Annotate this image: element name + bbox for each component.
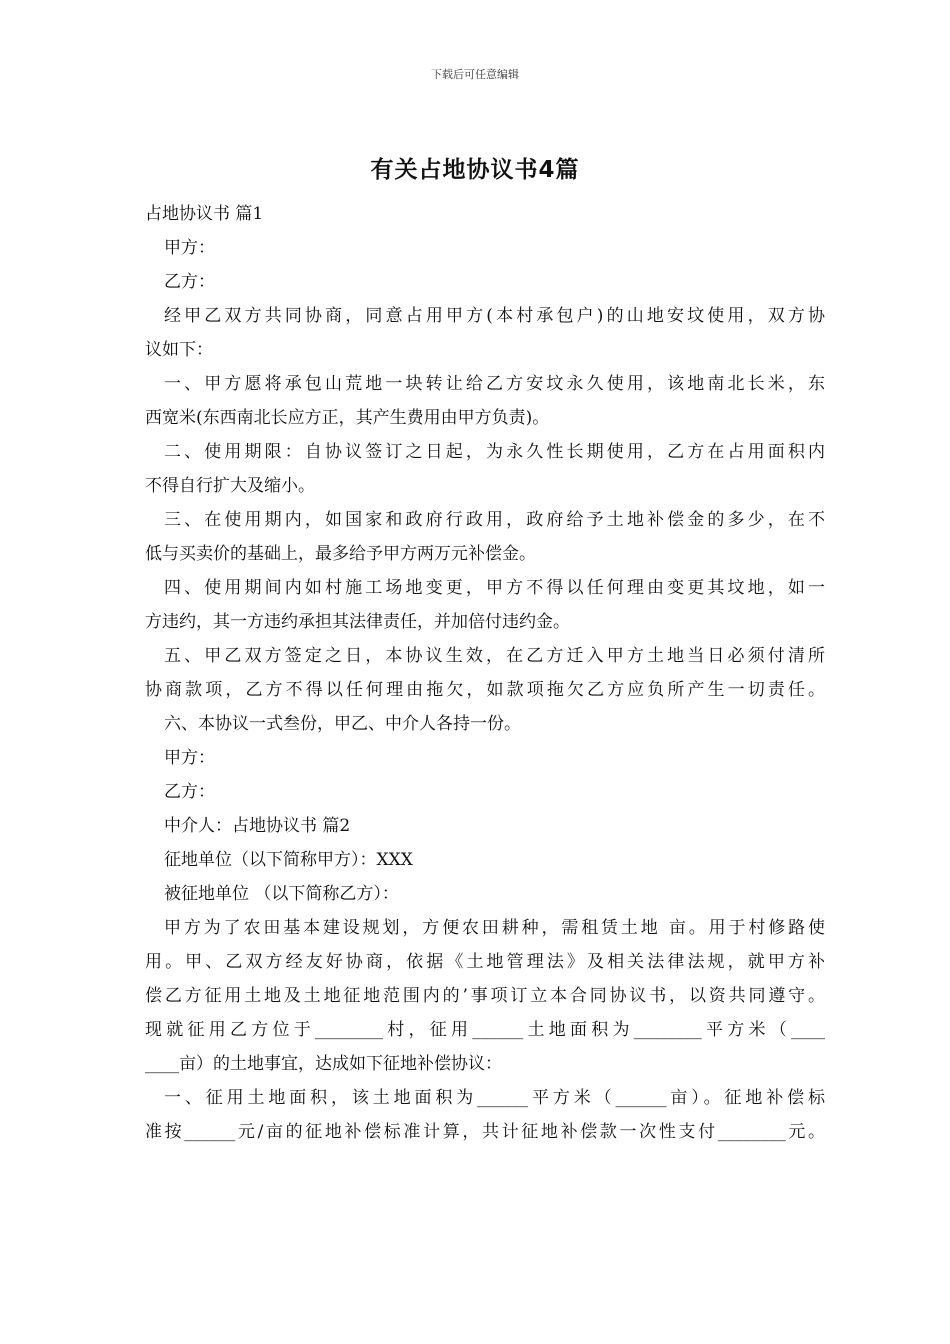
party-b-label: 乙方： [164,272,215,292]
clause-2-line: 不得自行扩大及缩小。 [145,476,315,496]
section-heading-1: 占地协议书 篇1 [145,204,264,224]
paragraph-line: 偿乙方征用土地及土地征地范围内的’事项订立本合同协议书，以资共同遵守。 [145,986,825,1006]
intermediary-and-section-heading-2: 中介人：占地协议书 篇2 [164,816,351,836]
clause-6-line: 六、本协议一式叁份，甲乙、中介人各持一份。 [164,714,521,734]
clause-2-line: 二、使用期限：自协议签订之日起，为永久性长期使用，乙方在占用面积内 [164,442,825,462]
clause-line: 一、征用土地面积，该土地面积为______平方米（______亩）。征地补偿标 [164,1088,825,1108]
clause-3-line: 低与买卖价的基础上，最多给予甲方两万元补偿金。 [145,544,536,564]
clause-5-line: 协商款项，乙方不得以任何理由拖欠，如款项拖欠乙方应负所产生一切责任。 [145,680,825,700]
header-note: 下载后可任意编辑 [431,68,519,81]
clause-line: 准按______元/亩的征地补偿标准计算，共计征地补偿款一次性支付________元。 [145,1122,825,1142]
clause-4-line: 四、使用期间内如村施工场地变更，甲方不得以任何理由变更其坟地，如一 [164,578,825,598]
party-a-signature-label: 甲方： [164,748,215,768]
clause-4-line: 方违约，其一方违约承担其法律责任，并加倍付违约金。 [145,612,570,632]
clause-1-line: 一、甲方愿将承包山荒地一块转让给乙方安坟永久使用，该地南北长米，东 [164,374,825,394]
clause-3-line: 三、在使用期内，如国家和政府行政用，政府给予土地补偿金的多少，在不 [164,510,825,530]
paragraph-line: 用。甲、乙双方经友好协商，依据《土地管理法》及相关法律法规，就甲方补 [145,952,825,972]
party-a-label: 甲方： [164,238,215,258]
requisitioned-unit-line: 被征地单位 （以下简称乙方）： [164,884,399,904]
clause-1-line: 西宽米(东西南北长应方正，其产生费用由甲方负责)。 [145,408,550,428]
paragraph-line: 甲方为了农田基本建设规划，方便农田耕种，需租赁土地 亩。用于村修路使 [164,918,825,938]
clause-5-line: 五、甲乙双方签定之日，本协议生效，在乙方迁入甲方土地当日必须付清所 [164,646,825,666]
document-title: 有关占地协议书4篇 [370,157,580,183]
requisitioning-unit-line: 征地单位（以下简称甲方）：XXX [164,850,413,870]
paragraph-line: 议如下： [145,340,213,360]
paragraph-line: 现就征用乙方位于________村，征用______土地面积为________平方米（____ [145,1020,825,1040]
paragraph-line: 经甲乙双方共同协商，同意占用甲方(本村承包户)的山地安坟使用，双方协 [164,306,825,326]
paragraph-line: ____亩）的土地事宜，达成如下征地补偿协议： [145,1054,502,1074]
document-body [145,197,825,1149]
party-b-signature-label: 乙方： [164,782,215,802]
